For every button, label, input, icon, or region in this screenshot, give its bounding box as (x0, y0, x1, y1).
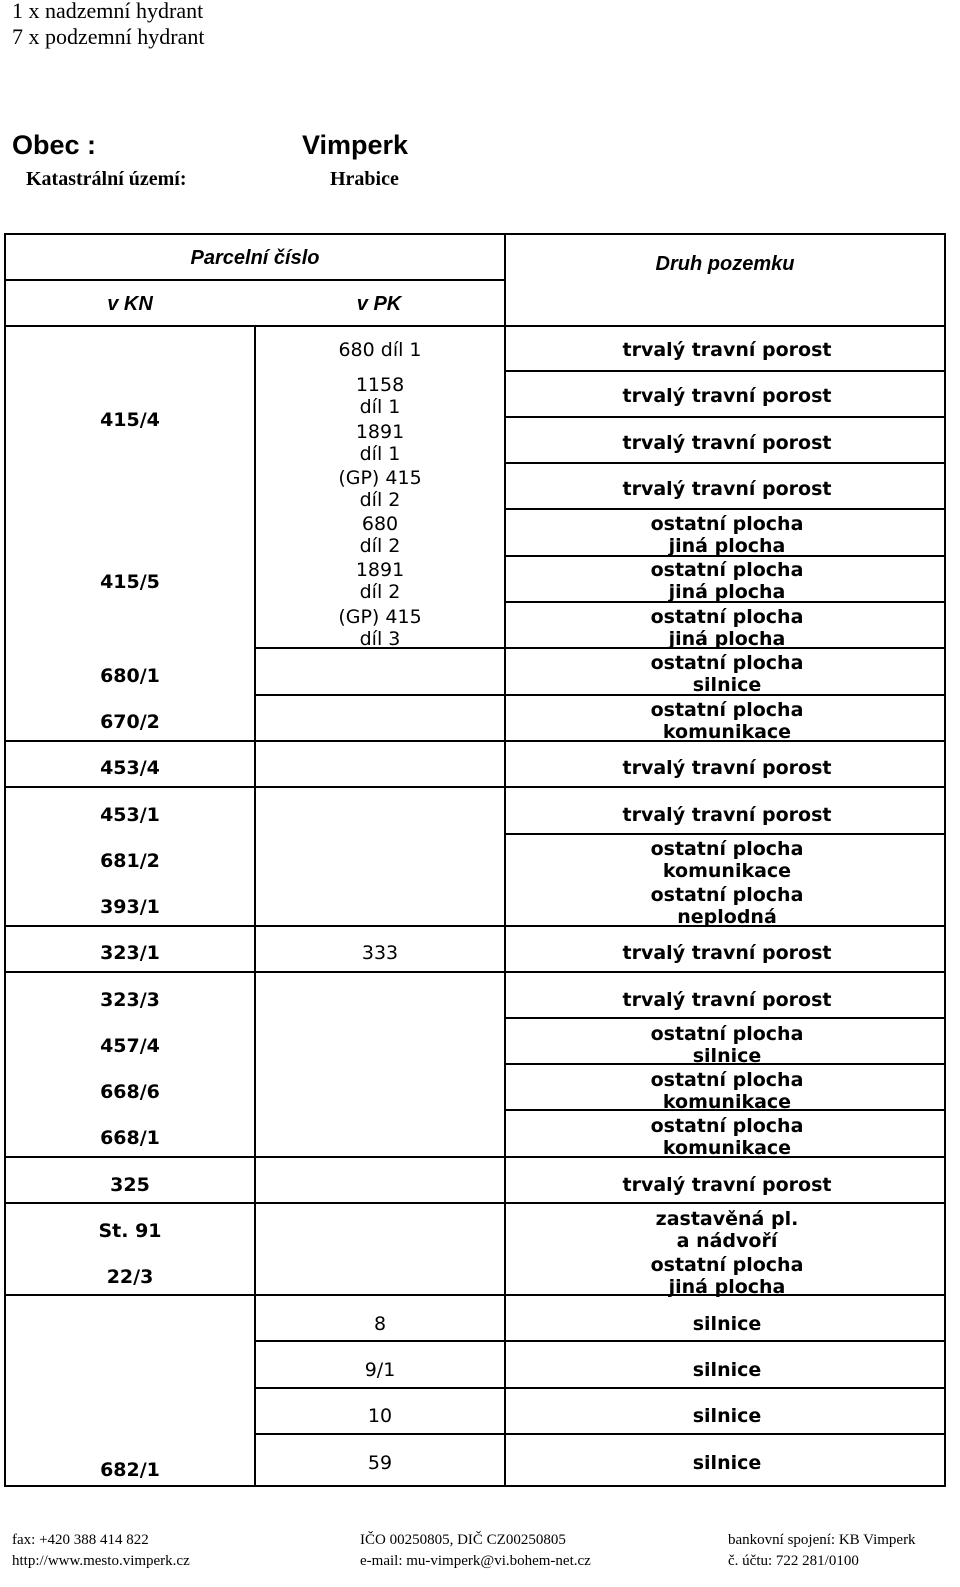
parcel-table (4, 233, 946, 1487)
pk-cell: (GP) 415 (338, 467, 422, 489)
druh-cell: komunikace (662, 860, 792, 882)
row-line (506, 1017, 944, 1019)
kn-cell: 670/2 (100, 711, 160, 733)
pk-cell: 680 díl 1 (338, 339, 422, 361)
druh-cell: trvalý travní porost (622, 1174, 832, 1196)
pk-cell: 333 (361, 942, 399, 964)
druh-cell: trvalý travní porost (622, 989, 832, 1011)
kn-cell: 323/1 (100, 942, 160, 964)
row-line (6, 971, 944, 973)
druh-cell: ostatní plocha (650, 559, 804, 581)
footer-ico-dic: IČO 00250805, DIČ CZ00250805 (360, 1532, 566, 1548)
druh-cell: silnice (692, 1045, 762, 1067)
druh-cell: ostatní plocha (650, 884, 804, 906)
pk-cell: 9/1 (364, 1359, 396, 1381)
druh-cell: ostatní plocha (650, 1023, 804, 1045)
druh-cell: silnice (692, 1313, 762, 1335)
druh-cell: silnice (692, 1452, 762, 1474)
druh-cell: trvalý travní porost (622, 804, 832, 826)
row-line (506, 416, 944, 418)
footer-email-link[interactable]: e-mail: mu-vimperk@vi.bohem-net.cz (360, 1553, 591, 1569)
pk-cell: 59 (367, 1452, 393, 1474)
pk-cell: díl 2 (359, 489, 401, 511)
row-line (256, 1387, 944, 1389)
druh-cell: zastavěná pl. (655, 1208, 799, 1230)
pk-cell: 680 (361, 513, 399, 535)
druh-cell: jiná plocha (668, 1276, 786, 1298)
kn-cell: 325 (110, 1174, 150, 1196)
footer-bank: bankovní spojení: KB Vimperk (728, 1532, 916, 1548)
druh-cell: trvalý travní porost (622, 757, 832, 779)
pk-cell: díl 3 (359, 628, 401, 650)
note-podzemni-hydrant: 7 x podzemní hydrant (12, 24, 205, 49)
kn-cell: 668/6 (100, 1081, 160, 1103)
druh-cell: trvalý travní porost (622, 478, 832, 500)
row-line (256, 1433, 944, 1435)
divider (6, 279, 504, 281)
druh-cell: trvalý travní porost (622, 385, 832, 407)
row-line (6, 786, 944, 788)
obec-label: Obec : (12, 130, 97, 160)
pk-cell: díl 2 (359, 581, 401, 603)
druh-cell: silnice (692, 1359, 762, 1381)
header-parcelni-cislo: Parcelní číslo (190, 247, 320, 269)
row-line (256, 1340, 944, 1342)
druh-cell: ostatní plocha (650, 1115, 804, 1137)
druh-cell: silnice (692, 1405, 762, 1427)
kn-cell: 415/5 (100, 571, 160, 593)
pk-cell: díl 1 (359, 443, 401, 465)
footer-web-link[interactable]: http://www.mesto.vimperk.cz (12, 1553, 190, 1569)
druh-cell: ostatní plocha (650, 1069, 804, 1091)
pk-cell: 10 (367, 1405, 393, 1427)
header-v-pk: v PK (356, 293, 402, 315)
druh-cell: ostatní plocha (650, 1254, 804, 1276)
kn-cell: 323/3 (100, 989, 160, 1011)
katastr-label: Katastrální území: (26, 168, 187, 190)
druh-cell: komunikace (662, 721, 792, 743)
row-line (506, 370, 944, 372)
druh-cell: ostatní plocha (650, 838, 804, 860)
druh-cell: neplodná (677, 906, 777, 928)
kn-cell: 22/3 (106, 1266, 154, 1288)
druh-cell: ostatní plocha (650, 699, 804, 721)
druh-cell: komunikace (662, 1137, 792, 1159)
row-line (506, 833, 944, 835)
kn-cell: St. 91 (98, 1220, 162, 1242)
pk-cell: 1891 (355, 421, 405, 443)
druh-cell: jiná plocha (668, 581, 786, 603)
row-line (506, 508, 944, 510)
obec-value: Vimperk (302, 130, 409, 160)
pk-cell: 1158 (355, 374, 405, 396)
footer-account: č. účtu: 722 281/0100 (728, 1553, 859, 1569)
druh-cell: ostatní plocha (650, 513, 804, 535)
pk-cell: díl 1 (359, 396, 401, 418)
kn-cell: 393/1 (100, 896, 160, 918)
katastr-value: Hrabice (330, 168, 399, 190)
header-druh-pozemku: Druh pozemku (655, 253, 795, 275)
pk-cell: 8 (373, 1313, 387, 1335)
header-v-kn: v KN (107, 293, 153, 315)
row-line (6, 1202, 944, 1204)
druh-cell: komunikace (662, 1091, 792, 1113)
druh-cell: trvalý travní porost (622, 942, 832, 964)
pk-cell: 1891 (355, 559, 405, 581)
note-nadzemni-hydrant: 1 x nadzemní hydrant (12, 0, 204, 23)
druh-cell: a nádvoří (676, 1230, 778, 1252)
kn-cell: 457/4 (100, 1035, 160, 1057)
kn-cell: 681/2 (100, 850, 160, 872)
row-line (506, 462, 944, 464)
kn-cell: 453/1 (100, 804, 160, 826)
footer-fax: fax: +420 388 414 822 (12, 1532, 149, 1548)
druh-cell: trvalý travní porost (622, 339, 832, 361)
druh-cell: jiná plocha (668, 628, 786, 650)
kn-cell: 668/1 (100, 1127, 160, 1149)
kn-cell: 680/1 (100, 665, 160, 687)
kn-cell: 682/1 (100, 1459, 160, 1481)
pk-cell: (GP) 415 (338, 606, 422, 628)
druh-cell: trvalý travní porost (622, 432, 832, 454)
divider (6, 325, 944, 327)
druh-cell: ostatní plocha (650, 652, 804, 674)
druh-cell: silnice (692, 674, 762, 696)
druh-cell: jiná plocha (668, 535, 786, 557)
pk-cell: díl 2 (359, 535, 401, 557)
druh-cell: ostatní plocha (650, 606, 804, 628)
kn-cell: 415/4 (100, 409, 160, 431)
kn-cell: 453/4 (100, 757, 160, 779)
